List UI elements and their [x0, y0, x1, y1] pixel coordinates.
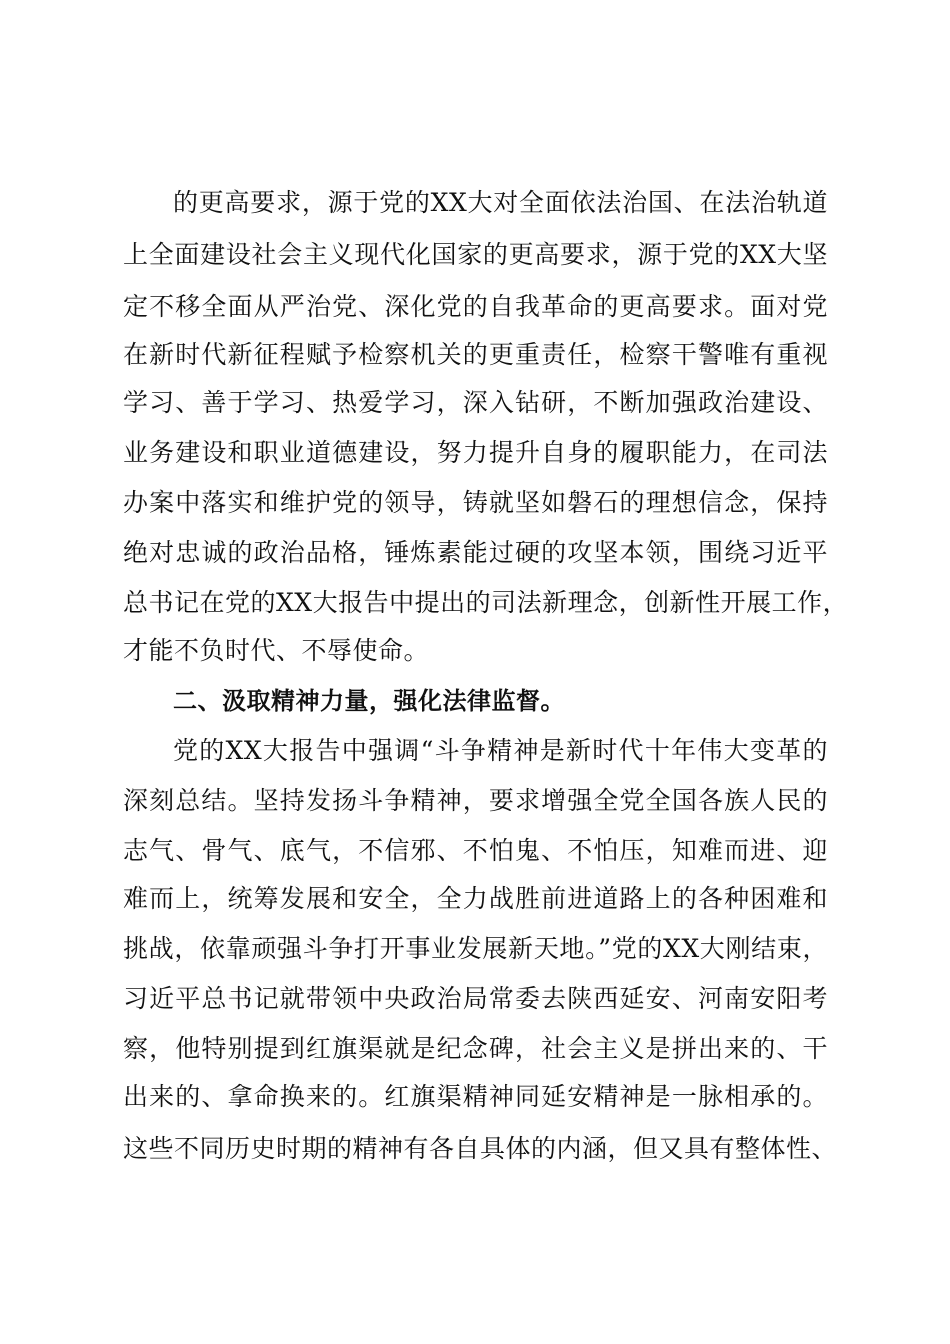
paragraph-line: 上全面建设社会主义现代化国家的更高要求，源于党的XX大坚: [123, 240, 828, 269]
paragraph-line: 的更高要求，源于党的XX大对全面依法治国、在法治轨道: [173, 188, 828, 217]
paragraph-line: 在新时代新征程赋予检察机关的更重责任，检察干警唯有重视: [123, 340, 828, 369]
paragraph-line: 才能不负时代、不辱使命。: [123, 636, 430, 665]
section-heading: 二、汲取精神力量，强化法律监督。: [173, 687, 565, 715]
paragraph-line: 志气、骨气、底气，不信邪、不怕鬼、不怕压，知难而进、迎: [123, 836, 828, 865]
paragraph-line: 这些不同历史时期的精神有各自具体的内涵，但又具有整体性、: [123, 1134, 838, 1163]
paragraph-line: 业务建设和职业道德建设，努力提升自身的履职能力，在司法: [123, 438, 828, 467]
paragraph-line: 难而上，统筹发展和安全，全力战胜前进道路上的各种困难和: [123, 884, 828, 913]
paragraph-line: 挑战，依靠顽强斗争打开事业发展新天地。”党的XX大刚结束，: [123, 934, 828, 963]
paragraph-line: 深刻总结。坚持发扬斗争精神，要求增强全党全国各族人民的: [123, 786, 828, 815]
paragraph-line: 学习、善于学习、热爱学习，深入钻研，不断加强政治建设、: [123, 388, 828, 417]
paragraph-line: 出来的、拿命换来的。红旗渠精神同延安精神是一脉相承的。: [123, 1082, 828, 1111]
paragraph-line: 绝对忠诚的政治品格，锤炼素能过硬的攻坚本领，围绕习近平: [123, 538, 828, 567]
paragraph-line: 总书记在党的XX大报告中提出的司法新理念，创新性开展工作，: [123, 588, 849, 617]
paragraph-line: 办案中落实和维护党的领导，铸就坚如磐石的理想信念，保持: [123, 488, 828, 517]
paragraph-line: 察，他特别提到红旗渠就是纪念碑，社会主义是拼出来的、干: [123, 1034, 828, 1063]
paragraph-line: 党的XX大报告中强调“斗争精神是新时代十年伟大变革的: [173, 736, 828, 765]
paragraph-line: 习近平总书记就带领中央政治局常委去陕西延安、河南安阳考: [123, 984, 828, 1013]
paragraph-line: 定不移全面从严治党、深化党的自我革命的更高要求。面对党: [123, 292, 828, 321]
